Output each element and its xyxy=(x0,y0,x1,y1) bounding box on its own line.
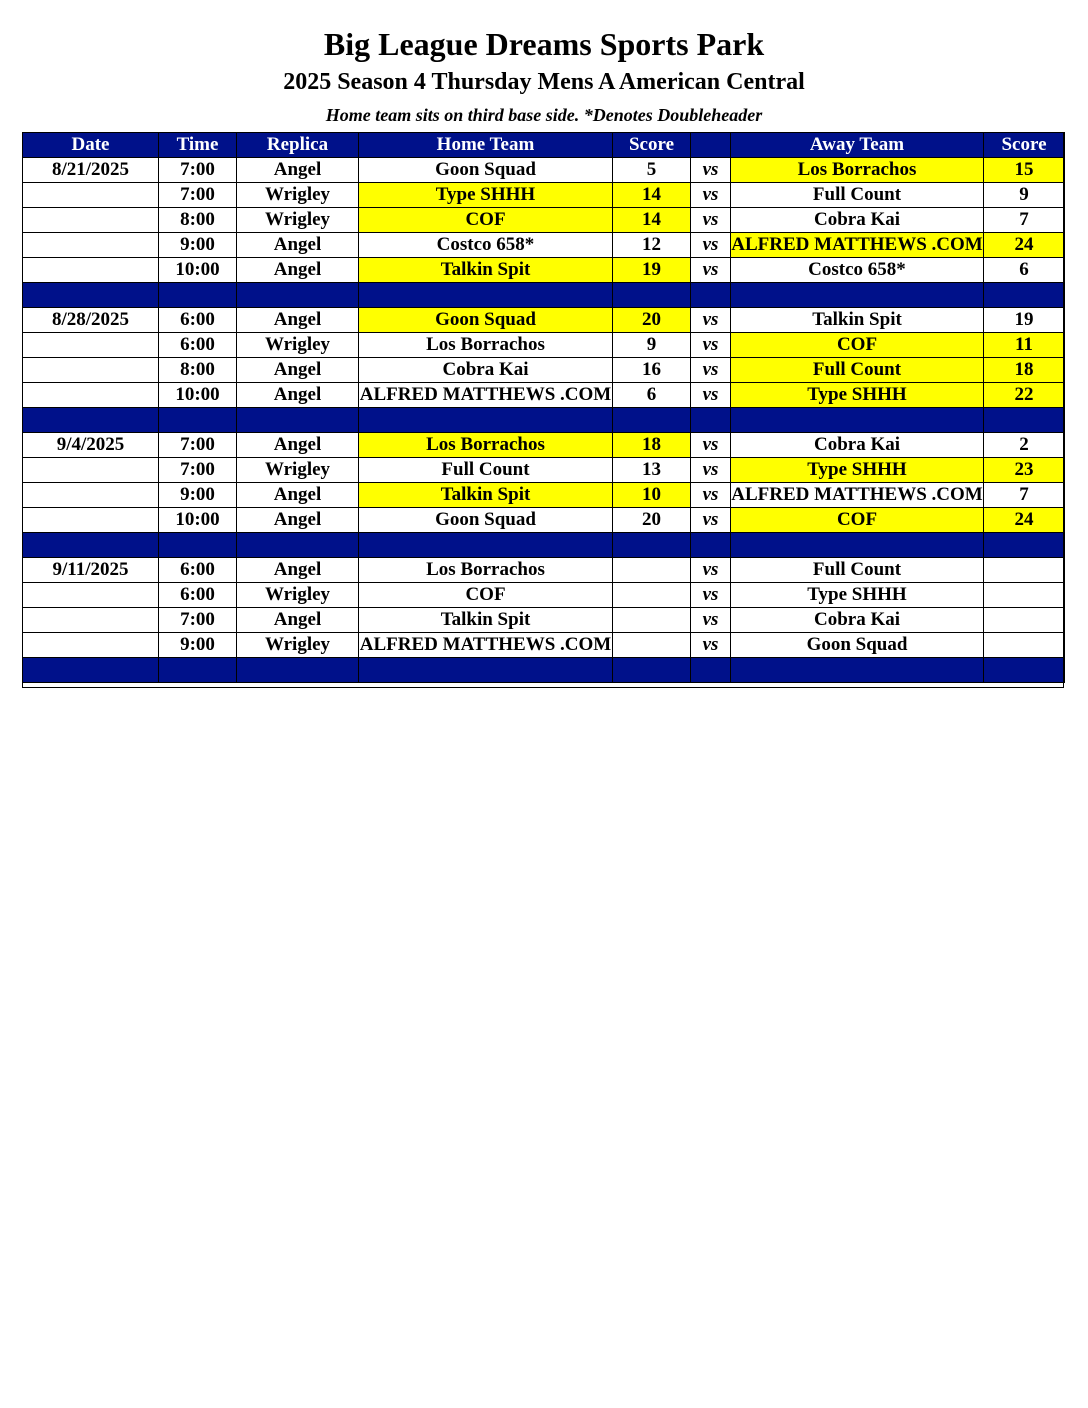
separator-cell xyxy=(237,533,359,558)
separator-cell xyxy=(359,283,613,308)
game-row xyxy=(23,508,1065,533)
home-team: Talkin Spit xyxy=(359,608,613,633)
game-row xyxy=(23,208,1065,233)
home-team: Goon Squad xyxy=(359,508,613,533)
vs-label: vs xyxy=(691,558,731,583)
home-score: 6 xyxy=(613,383,691,408)
separator-cell xyxy=(359,408,613,433)
away-score: 19 xyxy=(984,308,1065,333)
vs-label: vs xyxy=(691,183,731,208)
column-header-date: Date xyxy=(23,133,159,158)
game-date xyxy=(23,583,159,608)
separator-cell xyxy=(984,533,1065,558)
away-team: Full Count xyxy=(731,558,984,583)
away-team: Cobra Kai xyxy=(731,208,984,233)
home-score: 18 xyxy=(613,433,691,458)
away-score xyxy=(984,633,1065,658)
game-replica: Angel xyxy=(237,258,359,283)
separator-cell xyxy=(613,283,691,308)
separator-cell xyxy=(159,408,237,433)
game-time: 7:00 xyxy=(159,433,237,458)
game-date xyxy=(23,383,159,408)
game-date xyxy=(23,208,159,233)
game-row xyxy=(23,258,1065,283)
away-team: Cobra Kai xyxy=(731,608,984,633)
separator-cell xyxy=(691,533,731,558)
away-score: 15 xyxy=(984,158,1065,183)
away-team: Type SHHH xyxy=(731,458,984,483)
home-team: Talkin Spit xyxy=(359,258,613,283)
game-date xyxy=(23,333,159,358)
away-score: 2 xyxy=(984,433,1065,458)
column-header-home-score: Score xyxy=(613,133,691,158)
vs-label: vs xyxy=(691,608,731,633)
vs-label: vs xyxy=(691,483,731,508)
vs-label: vs xyxy=(691,208,731,233)
game-replica: Wrigley xyxy=(237,183,359,208)
away-score xyxy=(984,608,1065,633)
home-team: COF xyxy=(359,583,613,608)
separator-cell xyxy=(23,658,159,683)
home-team: COF xyxy=(359,208,613,233)
game-date: 9/11/2025 xyxy=(23,558,159,583)
game-time: 8:00 xyxy=(159,208,237,233)
away-team: Cobra Kai xyxy=(731,433,984,458)
game-time: 6:00 xyxy=(159,558,237,583)
home-team: Cobra Kai xyxy=(359,358,613,383)
game-replica: Wrigley xyxy=(237,583,359,608)
away-score: 7 xyxy=(984,208,1065,233)
game-date xyxy=(23,633,159,658)
away-score: 24 xyxy=(984,233,1065,258)
game-replica: Wrigley xyxy=(237,333,359,358)
game-time: 10:00 xyxy=(159,258,237,283)
home-team: ALFRED MATTHEWS .COM xyxy=(359,383,613,408)
game-row xyxy=(23,458,1065,483)
separator-cell xyxy=(731,283,984,308)
home-score: 13 xyxy=(613,458,691,483)
home-team: Type SHHH xyxy=(359,183,613,208)
page-subtitle: 2025 Season 4 Thursday Mens A American Central xyxy=(283,69,805,95)
game-row xyxy=(23,308,1065,333)
game-date: 8/28/2025 xyxy=(23,308,159,333)
home-team: Los Borrachos xyxy=(359,433,613,458)
home-score: 12 xyxy=(613,233,691,258)
game-replica: Angel xyxy=(237,308,359,333)
home-score: 14 xyxy=(613,183,691,208)
separator-cell xyxy=(613,658,691,683)
away-team: COF xyxy=(731,333,984,358)
game-replica: Angel xyxy=(237,383,359,408)
away-team: Type SHHH xyxy=(731,383,984,408)
game-time: 10:00 xyxy=(159,508,237,533)
away-score: 11 xyxy=(984,333,1065,358)
home-score: 19 xyxy=(613,258,691,283)
vs-label: vs xyxy=(691,308,731,333)
away-team: Los Borrachos xyxy=(731,158,984,183)
separator-cell xyxy=(237,658,359,683)
home-score: 20 xyxy=(613,508,691,533)
game-time: 7:00 xyxy=(159,458,237,483)
separator-cell xyxy=(159,533,237,558)
game-replica: Angel xyxy=(237,233,359,258)
vs-label: vs xyxy=(691,458,731,483)
game-row xyxy=(23,358,1065,383)
home-team: Goon Squad xyxy=(359,308,613,333)
away-team: Full Count xyxy=(731,358,984,383)
week-separator-row xyxy=(23,408,1065,433)
away-team: COF xyxy=(731,508,984,533)
away-score: 18 xyxy=(984,358,1065,383)
column-header-away-score: Score xyxy=(984,133,1065,158)
game-date xyxy=(23,483,159,508)
game-row xyxy=(23,158,1065,183)
away-score: 6 xyxy=(984,258,1065,283)
game-date xyxy=(23,258,159,283)
game-replica: Angel xyxy=(237,508,359,533)
schedule-note: Home team sits on third base side. *Denotes Doubleheader xyxy=(325,105,763,125)
game-time: 7:00 xyxy=(159,183,237,208)
game-row xyxy=(23,483,1065,508)
column-header-time: Time xyxy=(159,133,237,158)
page-title: Big League Dreams Sports Park xyxy=(323,26,765,62)
game-time: 10:00 xyxy=(159,383,237,408)
vs-label: vs xyxy=(691,333,731,358)
separator-cell xyxy=(613,533,691,558)
game-date xyxy=(23,508,159,533)
separator-cell xyxy=(984,658,1065,683)
separator-cell xyxy=(159,658,237,683)
away-score: 9 xyxy=(984,183,1065,208)
separator-cell xyxy=(691,283,731,308)
game-replica: Angel xyxy=(237,433,359,458)
home-team: Los Borrachos xyxy=(359,333,613,358)
game-row xyxy=(23,633,1065,658)
game-time: 9:00 xyxy=(159,483,237,508)
away-team: Talkin Spit xyxy=(731,308,984,333)
week-separator-row xyxy=(23,533,1065,558)
separator-cell xyxy=(613,408,691,433)
vs-label: vs xyxy=(691,633,731,658)
vs-label: vs xyxy=(691,158,731,183)
separator-cell xyxy=(691,658,731,683)
separator-cell xyxy=(984,408,1065,433)
game-time: 6:00 xyxy=(159,308,237,333)
game-date xyxy=(23,608,159,633)
separator-cell xyxy=(23,408,159,433)
game-date xyxy=(23,458,159,483)
week-separator-row xyxy=(23,658,1065,683)
home-team: Costco 658* xyxy=(359,233,613,258)
away-team: ALFRED MATTHEWS .COM xyxy=(731,483,984,508)
game-row xyxy=(23,183,1065,208)
game-replica: Angel xyxy=(237,158,359,183)
separator-cell xyxy=(237,283,359,308)
separator-cell xyxy=(23,283,159,308)
home-score xyxy=(613,608,691,633)
away-team: Costco 658* xyxy=(731,258,984,283)
game-date: 9/4/2025 xyxy=(23,433,159,458)
game-replica: Wrigley xyxy=(237,458,359,483)
vs-label: vs xyxy=(691,383,731,408)
away-score xyxy=(984,583,1065,608)
game-date xyxy=(23,358,159,383)
game-date xyxy=(23,183,159,208)
game-time: 9:00 xyxy=(159,633,237,658)
game-time: 6:00 xyxy=(159,583,237,608)
game-row xyxy=(23,608,1065,633)
game-row xyxy=(23,383,1065,408)
game-replica: Angel xyxy=(237,483,359,508)
game-row xyxy=(23,583,1065,608)
game-replica: Angel xyxy=(237,358,359,383)
game-time: 7:00 xyxy=(159,158,237,183)
home-score xyxy=(613,558,691,583)
schedule-table xyxy=(22,132,1065,683)
separator-cell xyxy=(23,533,159,558)
schedule-body xyxy=(23,158,1065,683)
away-score: 24 xyxy=(984,508,1065,533)
game-row xyxy=(23,333,1065,358)
separator-cell xyxy=(691,408,731,433)
home-score: 16 xyxy=(613,358,691,383)
home-team: Los Borrachos xyxy=(359,558,613,583)
column-header-home-team: Home Team xyxy=(359,133,613,158)
game-time: 7:00 xyxy=(159,608,237,633)
away-score: 7 xyxy=(984,483,1065,508)
vs-label: vs xyxy=(691,358,731,383)
column-header-replica: Replica xyxy=(237,133,359,158)
game-date: 8/21/2025 xyxy=(23,158,159,183)
home-score: 5 xyxy=(613,158,691,183)
home-team: Talkin Spit xyxy=(359,483,613,508)
home-score: 9 xyxy=(613,333,691,358)
separator-cell xyxy=(731,533,984,558)
vs-label: vs xyxy=(691,583,731,608)
home-team: Goon Squad xyxy=(359,158,613,183)
away-score xyxy=(984,558,1065,583)
game-replica: Angel xyxy=(237,608,359,633)
vs-label: vs xyxy=(691,258,731,283)
away-team: Goon Squad xyxy=(731,633,984,658)
separator-cell xyxy=(731,658,984,683)
vs-label: vs xyxy=(691,433,731,458)
game-time: 9:00 xyxy=(159,233,237,258)
column-header-away-team: Away Team xyxy=(731,133,984,158)
game-row xyxy=(23,433,1065,458)
home-score: 10 xyxy=(613,483,691,508)
vs-label: vs xyxy=(691,508,731,533)
separator-cell xyxy=(984,283,1065,308)
schedule-header-row xyxy=(23,133,1065,158)
away-team: ALFRED MATTHEWS .COM xyxy=(731,233,984,258)
game-time: 6:00 xyxy=(159,333,237,358)
away-score: 22 xyxy=(984,383,1065,408)
separator-cell xyxy=(159,283,237,308)
vs-label: vs xyxy=(691,233,731,258)
home-score: 20 xyxy=(613,308,691,333)
home-score xyxy=(613,583,691,608)
game-time: 8:00 xyxy=(159,358,237,383)
away-team: Full Count xyxy=(731,183,984,208)
column-header-vs xyxy=(691,133,731,158)
home-team: Full Count xyxy=(359,458,613,483)
separator-cell xyxy=(237,408,359,433)
game-replica: Wrigley xyxy=(237,633,359,658)
separator-cell xyxy=(359,658,613,683)
game-row xyxy=(23,233,1065,258)
week-separator-row xyxy=(23,283,1065,308)
game-replica: Angel xyxy=(237,558,359,583)
home-score: 14 xyxy=(613,208,691,233)
game-replica: Wrigley xyxy=(237,208,359,233)
game-row xyxy=(23,558,1065,583)
separator-cell xyxy=(359,533,613,558)
home-score xyxy=(613,633,691,658)
game-date xyxy=(23,233,159,258)
separator-cell xyxy=(731,408,984,433)
away-score: 23 xyxy=(984,458,1065,483)
home-team: ALFRED MATTHEWS .COM xyxy=(359,633,613,658)
away-team: Type SHHH xyxy=(731,583,984,608)
